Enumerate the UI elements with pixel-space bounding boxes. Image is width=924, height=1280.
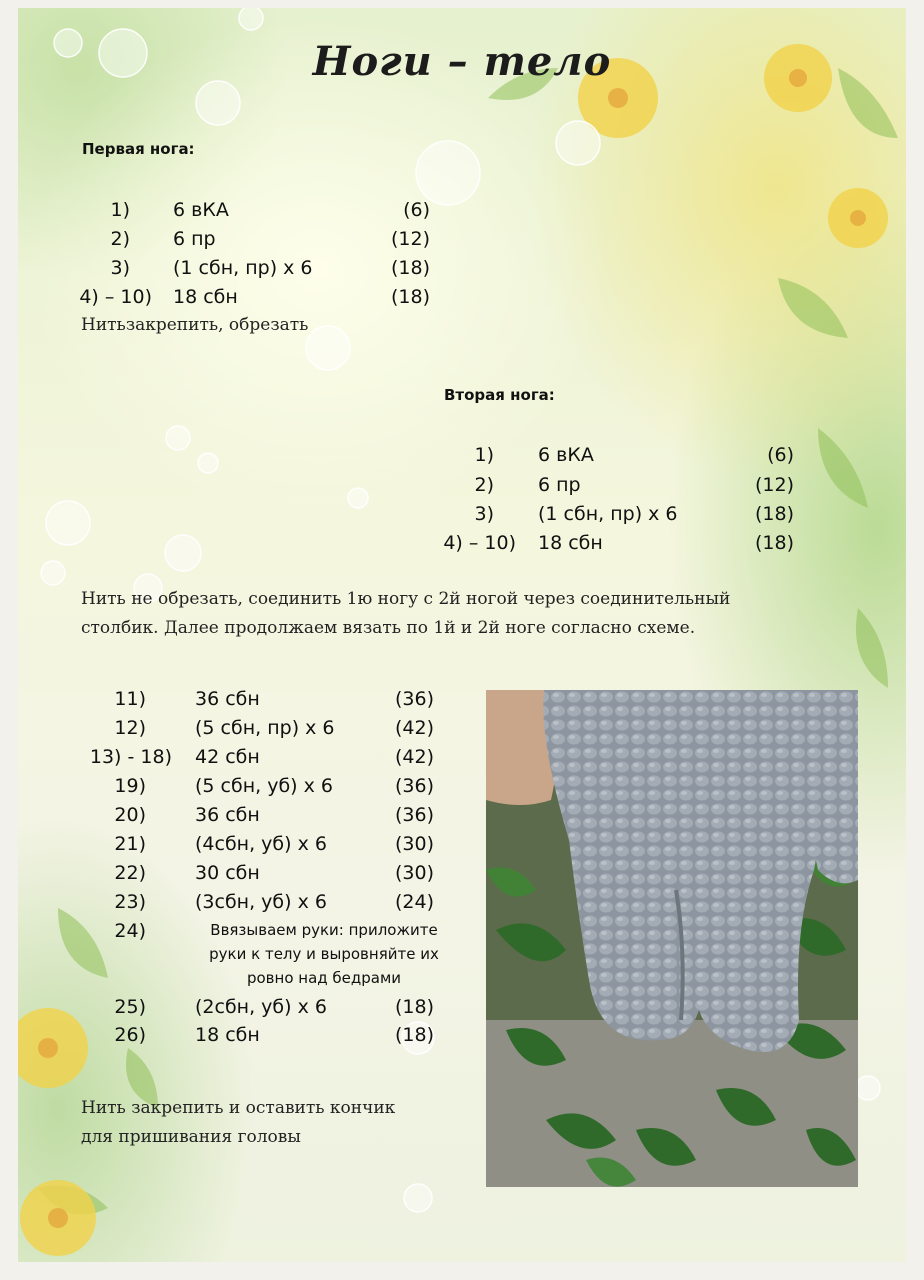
row-stitch-count: (18) <box>394 1024 434 1046</box>
crochet-legs-illustration <box>486 690 858 1187</box>
row-stitch-count: (36) <box>394 804 434 826</box>
row-instruction: (2сбн, уб) х 6 <box>195 996 327 1018</box>
row-number: 3) <box>474 503 494 525</box>
row-instruction: (4сбн, уб) х 6 <box>195 833 327 855</box>
row-number: 13) - 18) <box>89 746 172 768</box>
first-leg-heading: Первая нога: <box>82 140 195 158</box>
row-instruction: 6 пр <box>173 228 216 250</box>
second-leg-heading: Вторая нога: <box>444 386 555 404</box>
join-instruction-line: Нить не обрезать, соединить 1ю ногу с 2й ногой через соединительный <box>81 589 731 609</box>
first-leg-row <box>78 286 438 310</box>
first-leg-row <box>78 257 438 281</box>
row-instruction: 18 сбн <box>195 1024 260 1046</box>
second-leg-row <box>442 503 802 527</box>
row-number: 3) <box>110 257 130 279</box>
row-number: 1) <box>110 199 130 221</box>
row-number: 24) <box>114 920 146 942</box>
row-stitch-count: (36) <box>394 775 434 797</box>
row-instruction: 6 пр <box>538 474 581 496</box>
row-stitch-count: (36) <box>394 688 434 710</box>
body-row <box>78 688 458 712</box>
row-instruction: 18 сбн <box>173 286 238 308</box>
body-row <box>78 862 458 886</box>
row-stitch-count: (6) <box>403 199 430 221</box>
row-number: 1) <box>474 444 494 466</box>
final-instruction-line: для пришивания головы <box>81 1127 301 1147</box>
row-instruction: 6 вКА <box>538 444 594 466</box>
pattern-page <box>18 8 906 1262</box>
row-number: 4) – 10) <box>79 286 152 308</box>
row-number: 26) <box>114 1024 146 1046</box>
first-leg-row <box>78 199 438 223</box>
row-instruction: 18 сбн <box>538 532 603 554</box>
row-number: 20) <box>114 804 146 826</box>
body-row <box>78 804 458 828</box>
row-stitch-count: (18) <box>394 996 434 1018</box>
body-row <box>78 775 458 799</box>
row-number: 12) <box>114 717 146 739</box>
body-row <box>78 1024 458 1048</box>
row-24-line: руки к телу и выровняйте их <box>209 945 439 963</box>
row-stitch-count: (12) <box>390 228 430 250</box>
row-stitch-count: (30) <box>394 833 434 855</box>
row-number: 19) <box>114 775 146 797</box>
second-leg-row <box>442 532 802 556</box>
row-stitch-count: (30) <box>394 862 434 884</box>
first-leg-note: Нитьзакрепить, обрезать <box>81 315 309 335</box>
row-number: 25) <box>114 996 146 1018</box>
row-stitch-count: (6) <box>767 444 794 466</box>
row-24-instruction <box>188 918 460 990</box>
row-instruction: (5 сбн, уб) х 6 <box>195 775 333 797</box>
row-stitch-count: (12) <box>754 474 794 496</box>
body-row <box>78 996 458 1020</box>
row-instruction: 30 сбн <box>195 862 260 884</box>
row-stitch-count: (18) <box>754 532 794 554</box>
row-stitch-count: (42) <box>394 746 434 768</box>
crochet-legs-photo <box>486 690 858 1187</box>
body-row <box>78 833 458 857</box>
row-24-line: Ввязываем руки: приложите <box>210 921 438 939</box>
body-row <box>78 717 458 741</box>
row-number: 2) <box>474 474 494 496</box>
final-instruction-line: Нить закрепить и оставить кончик <box>81 1098 396 1118</box>
row-number: 23) <box>114 891 146 913</box>
second-leg-row <box>442 474 802 498</box>
row-number: 4) – 10) <box>443 532 516 554</box>
row-stitch-count: (18) <box>390 257 430 279</box>
row-instruction: 36 сбн <box>195 688 260 710</box>
body-row <box>78 891 458 915</box>
row-number: 22) <box>114 862 146 884</box>
first-leg-row <box>78 228 438 252</box>
row-stitch-count: (42) <box>394 717 434 739</box>
row-stitch-count: (18) <box>754 503 794 525</box>
join-instruction-line: столбик. Далее продолжаем вязать по 1й и 2й ноге согласно схеме. <box>81 618 696 638</box>
row-instruction: 6 вКА <box>173 199 229 221</box>
row-stitch-count: (18) <box>390 286 430 308</box>
body-row <box>78 920 158 944</box>
row-instruction: (5 сбн, пр) х 6 <box>195 717 335 739</box>
page-title: Ноги – тело <box>312 38 612 85</box>
row-number: 21) <box>114 833 146 855</box>
row-instruction: (1 сбн, пр) х 6 <box>173 257 313 279</box>
row-number: 2) <box>110 228 130 250</box>
row-number: 11) <box>114 688 146 710</box>
second-leg-row <box>442 444 802 468</box>
row-instruction: (1 сбн, пр) х 6 <box>538 503 678 525</box>
body-row <box>78 746 458 770</box>
row-instruction: (3сбн, уб) х 6 <box>195 891 327 913</box>
row-stitch-count: (24) <box>394 891 434 913</box>
row-instruction: 42 сбн <box>195 746 260 768</box>
row-24-line: ровно над бедрами <box>246 969 402 987</box>
row-instruction: 36 сбн <box>195 804 260 826</box>
